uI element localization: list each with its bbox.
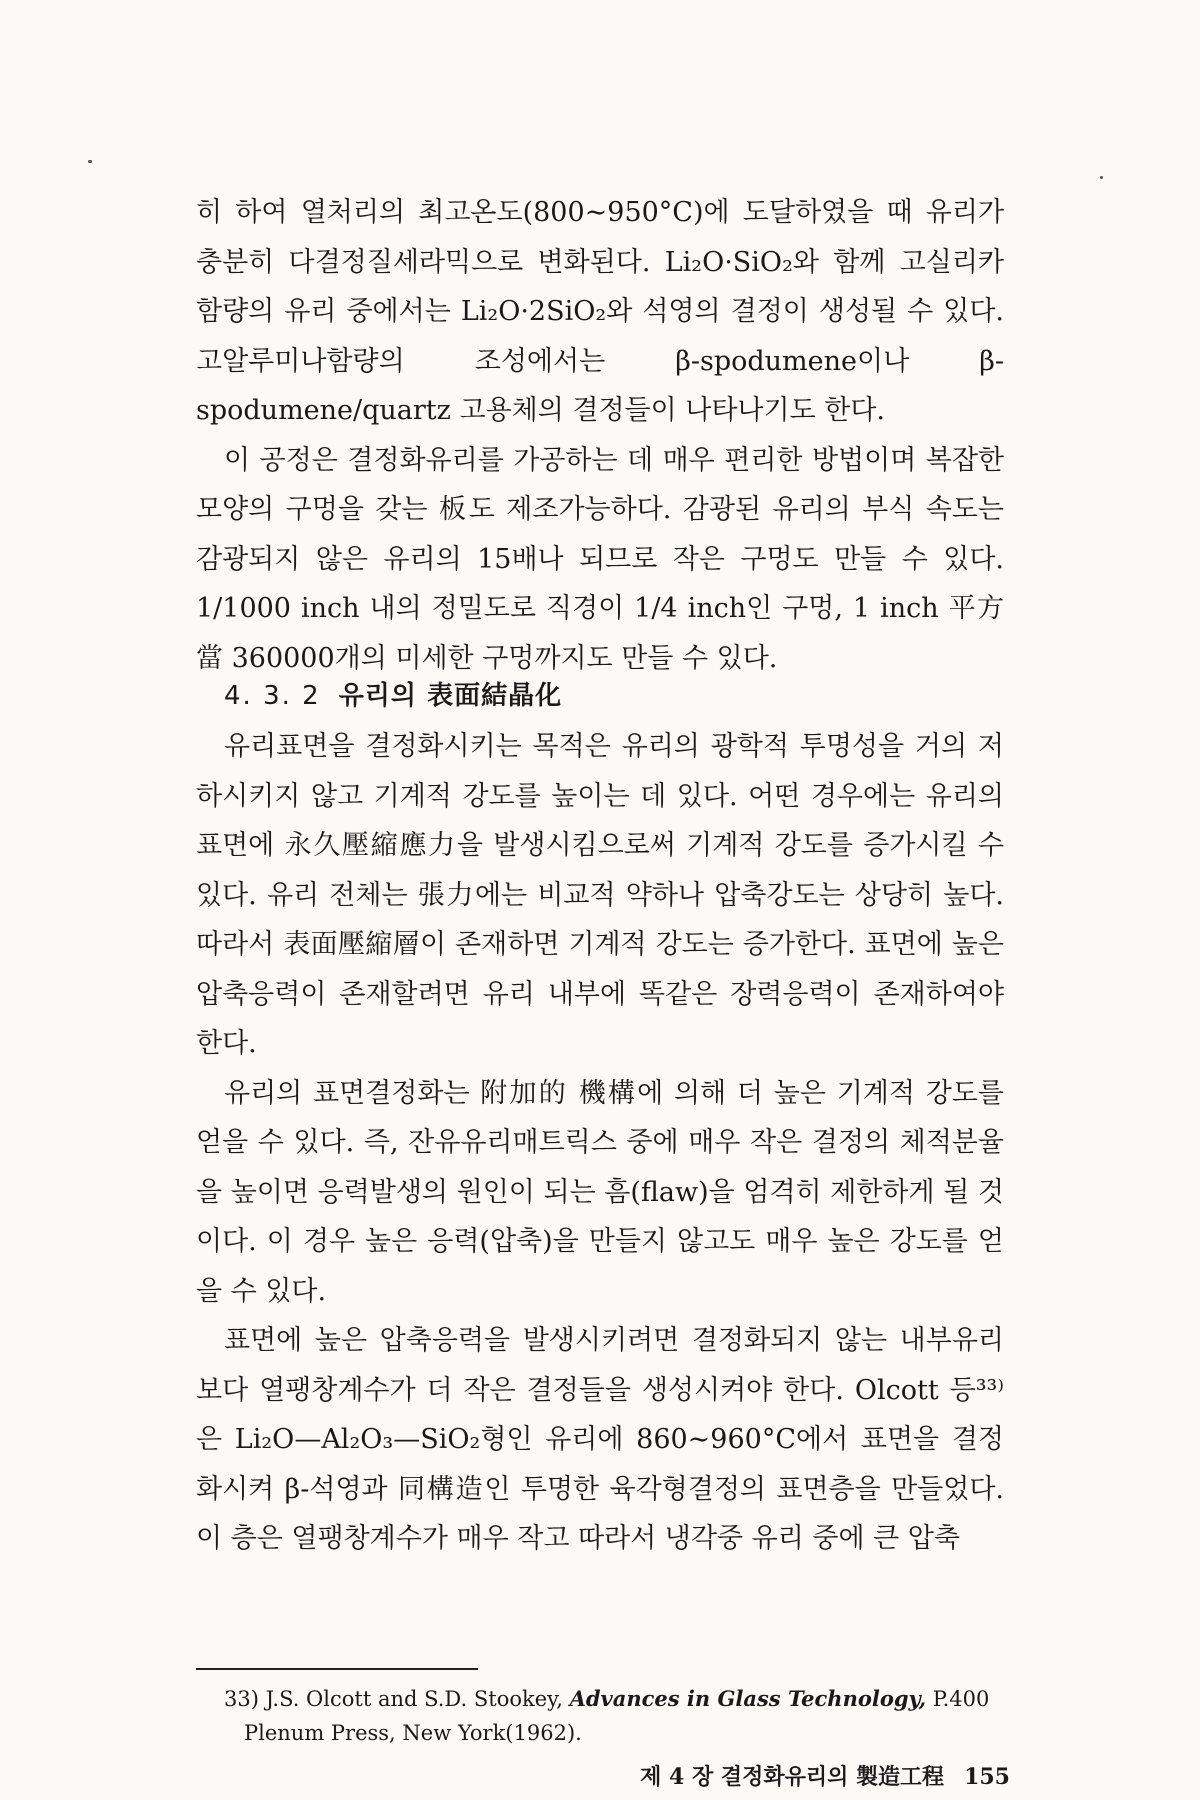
scan-speck [88, 160, 92, 163]
scan-speck [1100, 176, 1103, 179]
footnote-publisher: Plenum Press, New York(1962). [244, 1721, 582, 1745]
footnote [224, 1682, 1024, 1750]
paragraph: 유리의 표면결정화는 附加的 機構에 의해 더 높은 기계적 강도를 얻을 수 있다. 즉, 잔유유리매트릭스 중에 매우 작은 결정의 체적분율을 높이면 응력발생의 원인이 되는 흠(flaw)을 엄격히 제한하게 될 것이다. 이 경우 높은 응력(압축)을 만들지 않고도 매우 높은 강도를 얻을 수 있다. [196, 1077, 1004, 1307]
paragraph: 유리표면을 결정화시키는 목적은 유리의 광학적 투명성을 거의 저하시키지 않고 기계적 강도를 높이는 데 있다. 어떤 경우에는 유리의 표면에 永久壓縮應力을 발생시킴으로써 기계적 강도를 증가시킬 수 있다. 유리 전체는 張力에는 비교적 약하나 압축강도는 상당히 높다. 따라서 表面壓縮層이 존재하면 기계적 강도는 증가한다. 표면에 높은 압축응력이 존재할려면 유리 내부에 똑같은 장력응력이 존재하여야 한다. [196, 731, 1004, 1059]
page-number: 155 [964, 1764, 1010, 1790]
body-text-top [196, 188, 1004, 683]
paragraph: 표면에 높은 압축응력을 발생시키려면 결정화되지 않는 내부유리보다 열팽창계수가 더 작은 결정들을 생성시켜야 한다. Olcott 등³³⁾은 Li₂O—Al₂O₃—SiO₂형인 유리에 860∼960°C에서 표면을 결정화시켜 β-석영과 同構造인 투명한 육각형결정의 표면층을 만들었다. 이 층은 열팽창계수가 매우 작고 따라서 냉각중 유리 중에 큰 압축 [196, 1325, 1004, 1554]
paragraph: 이 공정은 결정화유리를 가공하는 데 매우 편리한 방법이며 복잡한 모양의 구멍을 갖는 板도 제조가능하다. 감광된 유리의 부식 속도는 감광되지 않은 유리의 15배나 되므로 작은 구멍도 만들 수 있다. 1/1000 inch 내의 정밀도로 직경이 1/4 inch인 구멍, 1 inch 平方當 360000개의 미세한 구멍까지도 만들 수 있다. [196, 444, 1004, 674]
footnote-title: Advances in Glass Technology, [569, 1686, 927, 1711]
footnote-rule [196, 1668, 478, 1670]
section-heading [224, 676, 1004, 716]
footnote-marker: 33) [224, 1687, 259, 1711]
body-text-bottom [196, 722, 1004, 1564]
footnote-authors: J.S. Olcott and S.D. Stookey, [265, 1687, 563, 1711]
footnote-page: P.400 [932, 1687, 990, 1711]
section-number: 4. 3. 2 [224, 681, 321, 711]
section-title: 유리의 表面結晶化 [338, 681, 563, 711]
running-footer [580, 1760, 1010, 1794]
chapter-title: 제 4 장 결정화유리의 製造工程 [640, 1764, 945, 1790]
paragraph: 히 하여 열처리의 최고온도(800∼950°C)에 도달하였을 때 유리가 충분히 다결정질세라믹으로 변화된다. Li₂O·SiO₂와 함께 고실리카 함량의 유리 중에서는 Li₂O·2SiO₂와 석영의 결정이 생성될 수 있다. 고알루미나함량의 조성에서는 β-spodumene이나 β-spodumene/quartz 고용체의 결정들이 나타나기도 한다. [196, 197, 1004, 426]
